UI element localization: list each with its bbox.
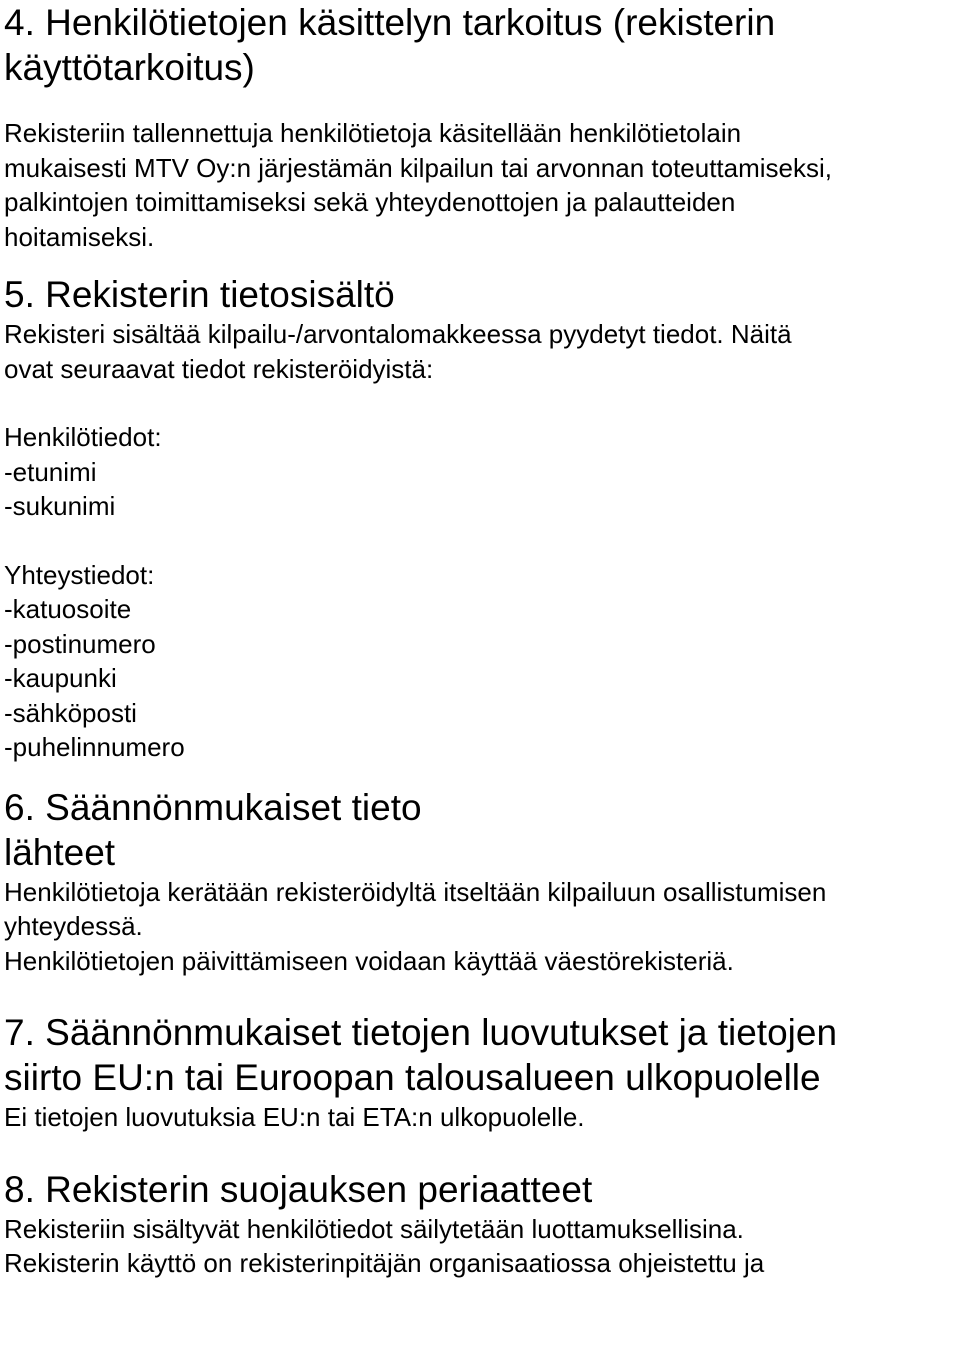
contact-info-list: Yhteystiedot: -katuosoite -postinumero -kaupunki -sähköposti -puhelinnumero [4,559,185,762]
section-4-heading: 4. Henkilötietojen käsittelyn tarkoitus (rekisterin käyttötarkoitus) [4,2,776,88]
section-8-heading: 8. Rekisterin suojauksen periaatteet [4,1168,593,1210]
section-7-heading: 7. Säännönmukaiset tietojen luovutukset ja tietojen siirto EU:n tai Euroopan talousalueen ulkopuolelle [4,1012,838,1098]
section-8-text: Rekisteriin sisältyvät henkilötiedot säilytetään luottamuksellisina. Rekisterin käyttö on rekisterinpitäjän organisaatiossa ohjeistettu ja [4,1213,765,1278]
personal-info-list: Henkilötiedot: -etunimi -sukunimi [4,422,162,521]
section-6-text: Henkilötietoja kerätään rekisteröidyltä itseltään kilpailuun osallistumisen yhteydessä. Henkilötietojen päivittämiseen voidaan käyttää väestörekisteriä. [4,876,827,976]
section-5-heading: 5. Rekisterin tietosisältö [4,274,395,315]
document-page [4,0,956,1281]
section-6-heading: 6. Säännönmukaiset tieto lähteet [4,786,422,873]
section-5-text: Rekisteri sisältää kilpailu-/arvontalomakkeessa pyydetyt tiedot. Näitä ovat seuraavat tiedot rekisteröidyistä: [4,319,792,384]
section-4-text: Rekisteriin tallennettuja henkilötietoja käsitellään henkilötietolain mukaisesti MTV Oy:n järjestämän kilpailun tai arvonnan toteuttamiseksi, palkintojen toimittamiseksi sekä yhteydenottojen ja palautteiden hoitamiseksi. [4,118,833,252]
section-7-text: Ei tietojen luovutuksia EU:n tai ETA:n ulkopuolelle. [4,1102,585,1132]
